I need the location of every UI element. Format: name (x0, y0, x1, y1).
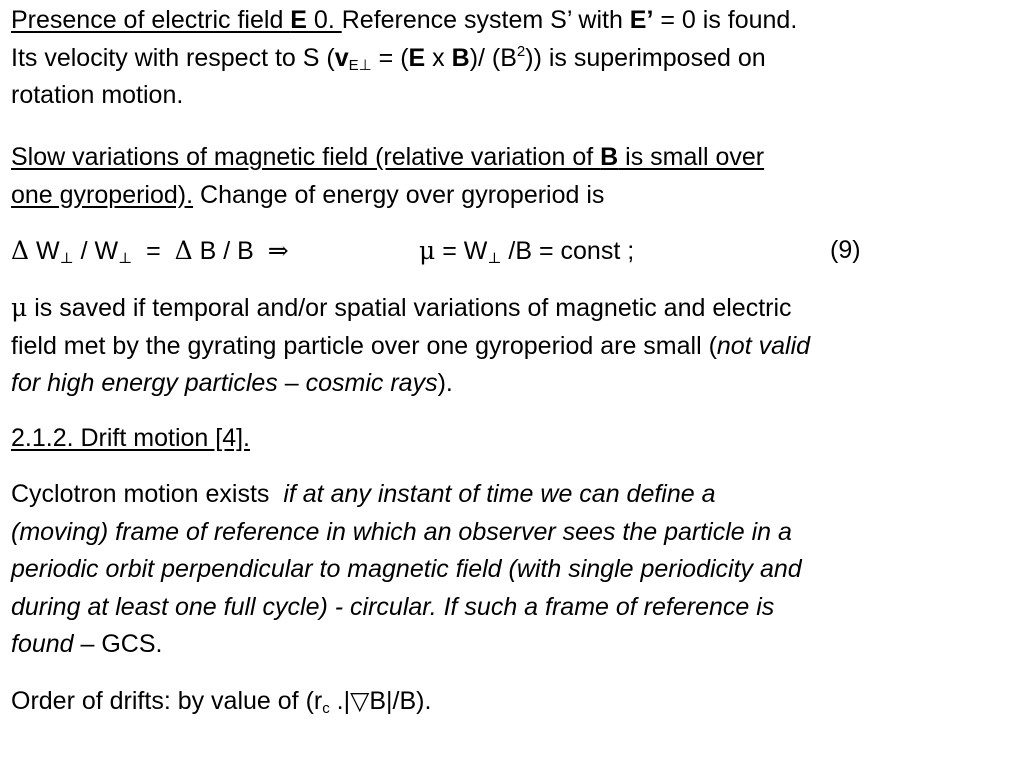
equation-9-mu (419, 232, 634, 271)
subscript-c: c (322, 700, 330, 717)
heading-text-rest: 0. (306, 6, 342, 34)
heading-slow-variations (11, 143, 764, 171)
text: Its velocity with respect to S ( (11, 43, 335, 72)
text: Reference system S’ with (341, 6, 630, 34)
implies-symbol: ⇒ (267, 236, 289, 265)
text: is saved if temporal and/or spatial variations of magnetic and electric (27, 294, 792, 322)
text: = W (435, 237, 488, 265)
text: .| (329, 687, 351, 715)
text: )/ (B (469, 43, 517, 72)
text: B / B (192, 237, 268, 265)
italic-text: for high energy particles (11, 369, 278, 397)
section-heading-drift-motion: 2.1.2. Drift motion [4]. (11, 424, 250, 452)
text: ). (437, 369, 453, 397)
text: / W (73, 237, 119, 265)
line-2 (11, 177, 764, 215)
text: Cyclotron motion exists (11, 480, 284, 508)
text: = 0 is found. (653, 6, 798, 34)
paragraph-order-of-drifts (11, 682, 431, 721)
delta-symbol: Δ (11, 236, 30, 265)
text: Order of drifts: by value of (r (11, 687, 323, 715)
italic-text: not valid (716, 331, 811, 360)
line-3: periodic orbit perpendicular to magnetic field (with single periodicity and (11, 555, 802, 583)
line-3: rotation motion. (11, 81, 184, 109)
symbol-e: E (408, 43, 426, 72)
line-2: (moving) frame of reference in which an observer sees the particle in a (11, 517, 792, 546)
text: – GCS. (73, 630, 163, 658)
superscript: 2 (516, 42, 526, 60)
text: )) is superimposed on (525, 43, 766, 72)
line-1 (11, 2, 797, 40)
perp-subscript: ⊥ (118, 249, 133, 267)
italic-text: if at any instant of time we can define a (283, 480, 716, 508)
symbol-v: v (334, 43, 349, 72)
line-5 (11, 626, 802, 664)
text: W (29, 237, 60, 265)
text: field met by the gyrating particle over one gyroperiod are small ( (11, 331, 717, 360)
heading-text: is small over (618, 143, 765, 171)
text: x (425, 43, 452, 72)
heading-text: one gyroperiod). (11, 180, 194, 209)
text: B|/B). (369, 687, 432, 715)
mu-symbol: μ (419, 236, 436, 265)
mu-symbol: μ (11, 293, 28, 322)
text: Change of energy over gyroperiod is (193, 180, 605, 209)
symbol-b: B (451, 43, 470, 72)
heading-electric-field (11, 6, 342, 34)
line-1 (11, 476, 802, 514)
line-2 (11, 328, 810, 366)
heading-text: Presence of electric field (11, 6, 291, 34)
perp-subscript: ⊥ (59, 249, 74, 267)
italic-text: found (11, 630, 74, 658)
line-1 (11, 139, 764, 177)
paragraph-electric-field (11, 2, 797, 115)
line-3 (11, 365, 810, 403)
slide (11, 0, 1016, 768)
line-2 (11, 40, 797, 78)
heading-symbol-e: E (290, 6, 307, 34)
text: = ( (371, 43, 409, 72)
paragraph-cyclotron-motion (11, 476, 802, 664)
heading-text: Slow variations of magnetic field (relative variation of (11, 143, 601, 171)
nabla-symbol: ▽ (350, 686, 370, 715)
paragraph-slow-variations (11, 139, 764, 214)
line-1 (11, 289, 810, 328)
delta-symbol: Δ (174, 236, 193, 265)
text: – (277, 369, 306, 397)
paragraph-mu-saved (11, 289, 810, 403)
subscript: E⊥ (348, 56, 372, 74)
line-4: during at least one full cycle) - circular. If such a frame of reference is (11, 592, 775, 621)
italic-text: cosmic rays (305, 369, 438, 397)
symbol-b: B (600, 143, 619, 171)
text: /B = const ; (501, 237, 635, 265)
symbol-e-prime: E’ (629, 6, 654, 34)
text: = (132, 237, 175, 265)
perp-subscript: ⊥ (487, 249, 502, 267)
equation-number: (9) (830, 236, 861, 264)
equation-9 (11, 232, 289, 271)
